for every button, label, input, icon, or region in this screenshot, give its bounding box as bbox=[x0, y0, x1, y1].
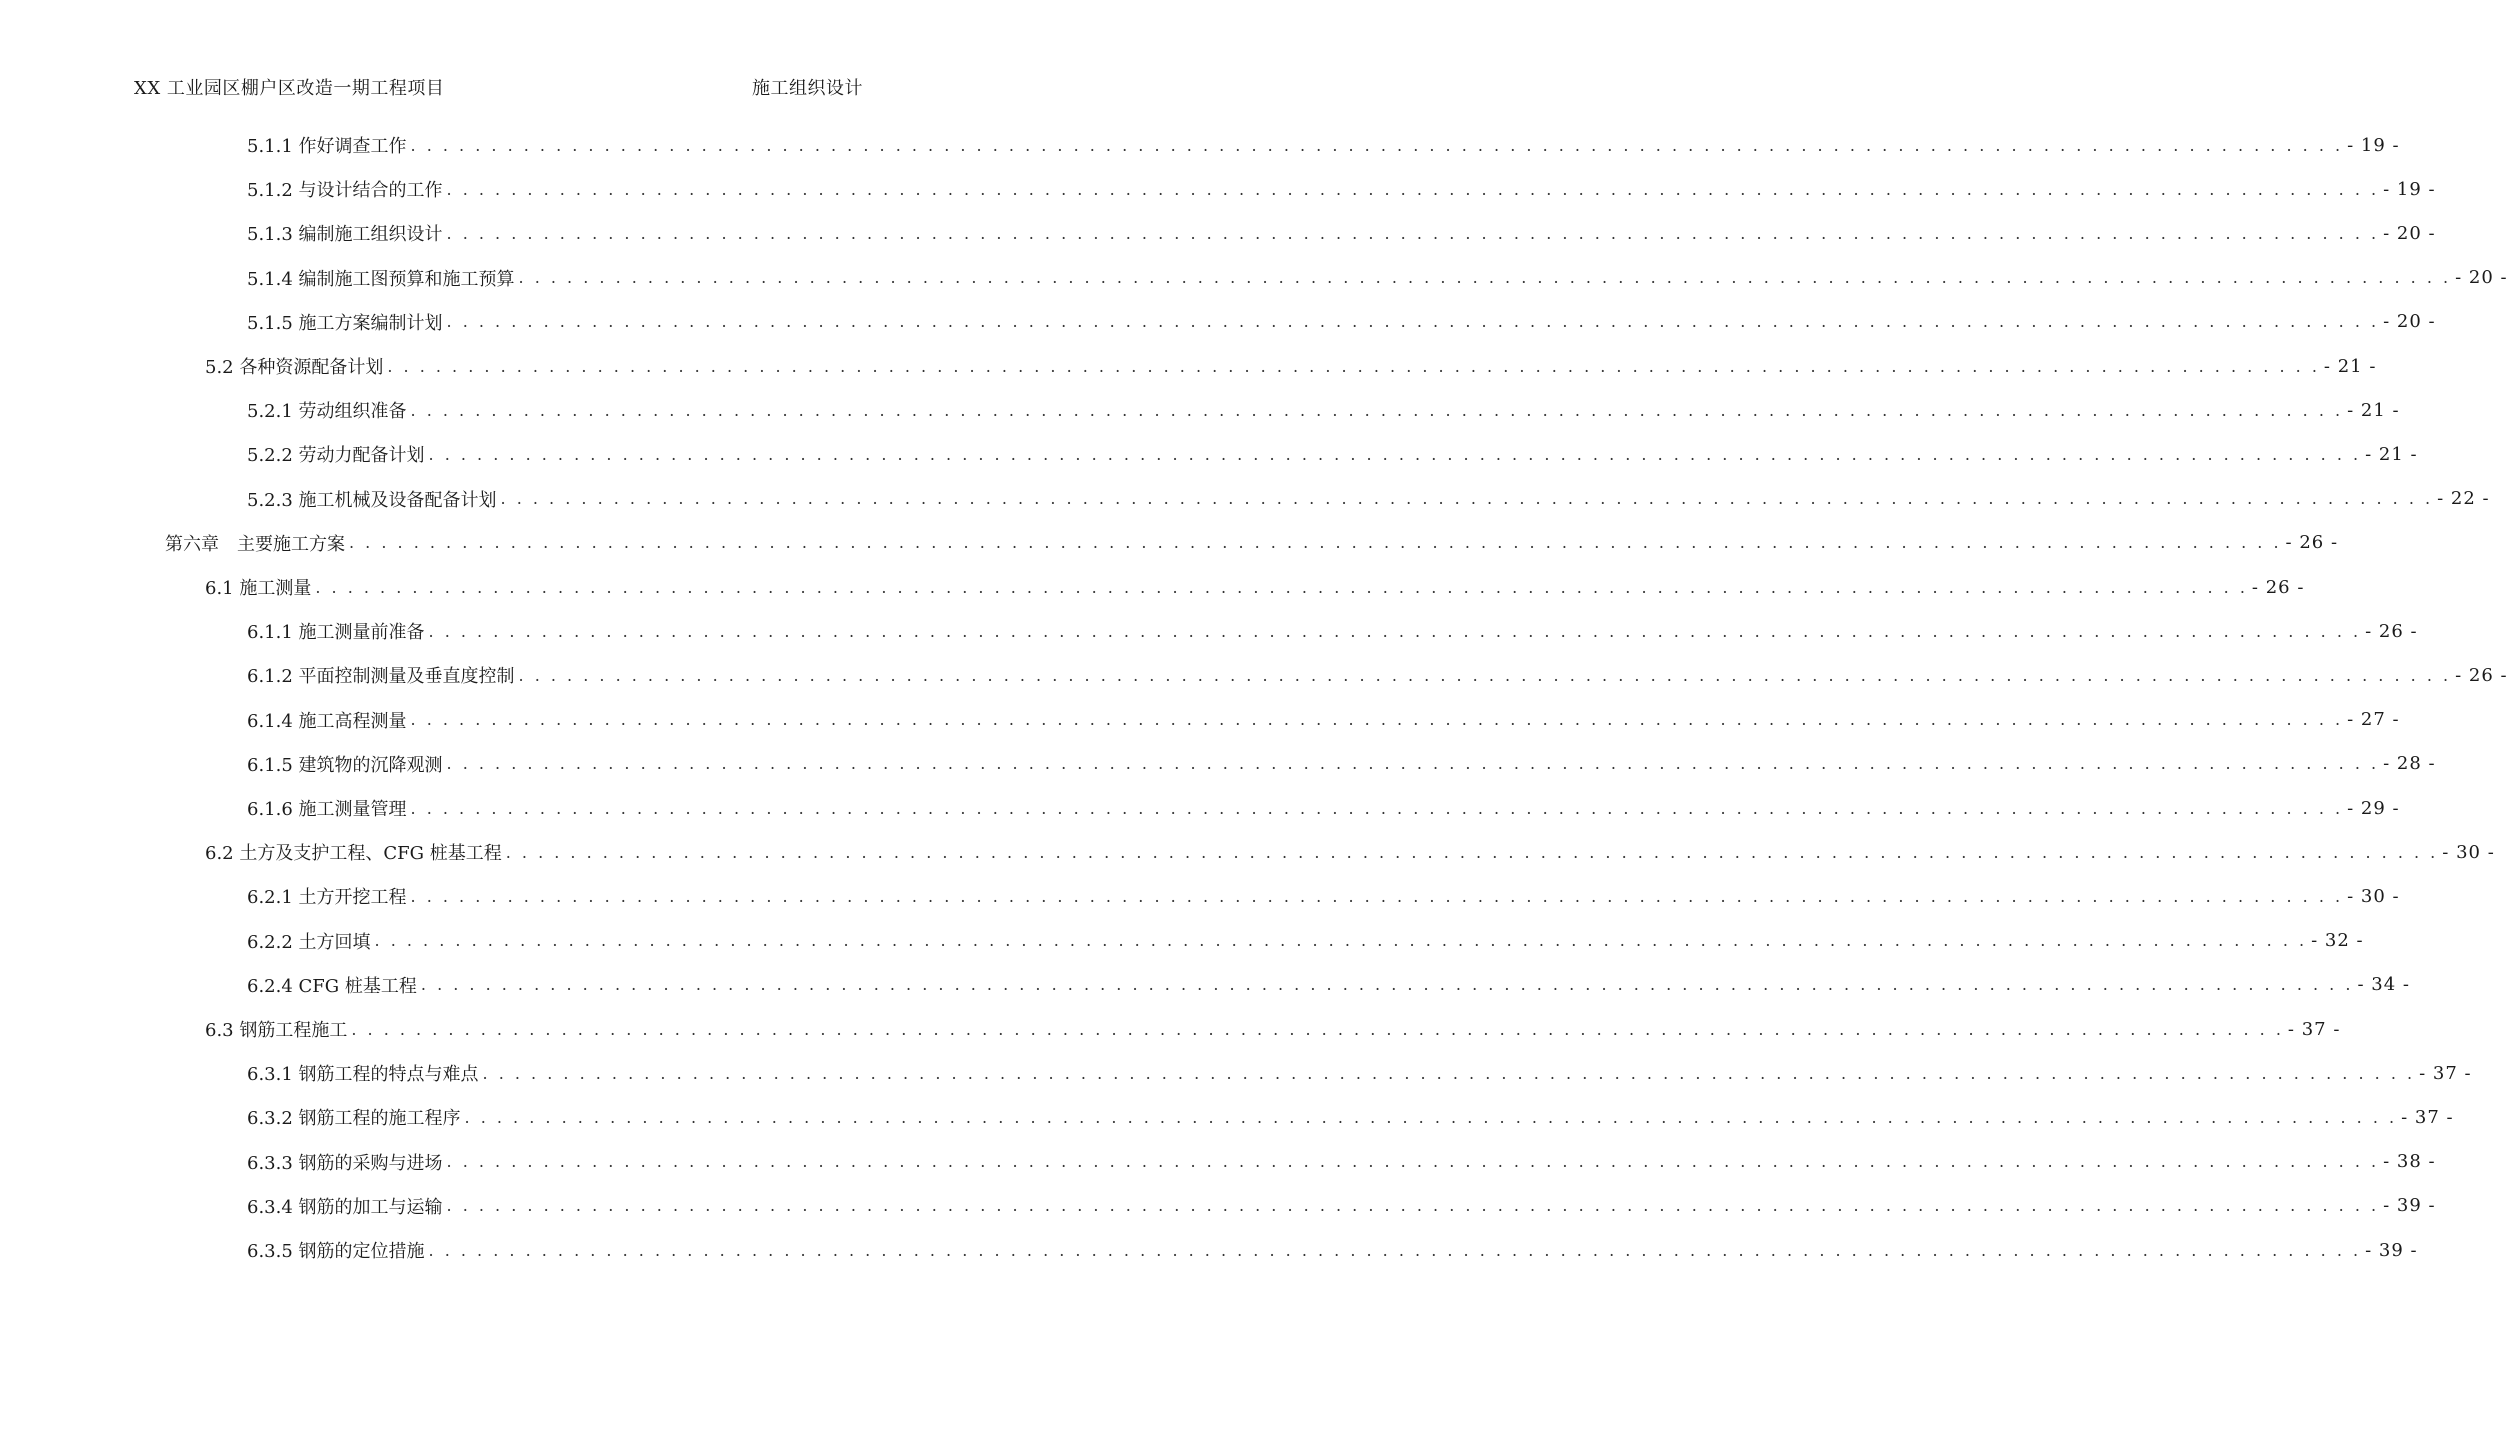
dot-leader: . . . . . . . . . . . . . . . . . . . . . . . . . . . . . . . . . . . . . . . . . . . . . . . . . . . . . . . . . . . . . . . . . . . . . . . . . . . . . . . . . . . . . . . . . . . . . . . . . . . . . . . . . . . . . . . . . . . . . . . . bbox=[446, 1152, 2380, 1172]
dot-leader: . . . . . . . . . . . . . . . . . . . . . . . . . . . . . . . . . . . . . . . . . . . . . . . . . . . . . . . . . . . . . . . . . . . . . . . . . . . . . . . . . . . . . . . . . . . . . . . . . . . . . . . . . . . . . . . . . . . . . . . . bbox=[482, 1063, 2416, 1083]
dot-leader: . . . . . . . . . . . . . . . . . . . . . . . . . . . . . . . . . . . . . . . . . . . . . . . . . . . . . . . . . . . . . . . . . . . . . . . . . . . . . . . . . . . . . . . . . . . . . . . . . . . . . . . . . . . . . . . . . . . . . . . . bbox=[410, 400, 2344, 420]
toc-entry-title: 第六章 主要施工方案 bbox=[165, 533, 345, 555]
toc-page-number: - 19 - bbox=[2383, 178, 2436, 200]
toc-entry[interactable] bbox=[0, 307, 2436, 337]
toc-entry-title: 5.1.4 编制施工图预算和施工预算 bbox=[247, 268, 515, 290]
toc-entry[interactable] bbox=[0, 439, 2418, 469]
toc-entry[interactable] bbox=[0, 1235, 2418, 1265]
toc-page-number: - 29 - bbox=[2347, 797, 2400, 819]
toc-entry-title: 6.3.2 钢筋工程的施工程序 bbox=[247, 1108, 461, 1130]
dot-leader: . . . . . . . . . . . . . . . . . . . . . . . . . . . . . . . . . . . . . . . . . . . . . . . . . . . . . . . . . . . . . . . . . . . . . . . . . . . . . . . . . . . . . . . . . . . . . . . . . . . . . . . . . . . . . . . . . . . . . . . . bbox=[420, 975, 2354, 995]
toc-entry-title: 6.1 施工测量 bbox=[205, 578, 312, 599]
toc-entry-title: 6.3.5 钢筋的定位措施 bbox=[247, 1241, 425, 1262]
toc-entry-title: 6.3.1 钢筋工程的特点与难点 bbox=[247, 1064, 479, 1086]
toc-page-number: - 30 - bbox=[2347, 885, 2400, 907]
toc-page-number: - 38 - bbox=[2383, 1151, 2436, 1173]
toc-page-number: - 39 - bbox=[2365, 1239, 2418, 1261]
toc-entry-title: 5.1.5 施工方案编制计划 bbox=[247, 312, 443, 334]
toc-entry[interactable] bbox=[0, 351, 2377, 381]
dot-leader: . . . . . . . . . . . . . . . . . . . . . . . . . . . . . . . . . . . . . . . . . . . . . . . . . . . . . . . . . . . . . . . . . . . . . . . . . . . . . . . . . . . . . . . . . . . . . . . . . . . . . . . . . . . . . . . . . . . . . . . . bbox=[410, 710, 2344, 730]
dot-leader: . . . . . . . . . . . . . . . . . . . . . . . . . . . . . . . . . . . . . . . . . . . . . . . . . . . . . . . . . . . . . . . . . . . . . . . . . . . . . . . . . . . . . . . . . . . . . . . . . . . . . . . . . . . . . . . . . . . . . . . . bbox=[428, 444, 2362, 464]
toc-entry[interactable] bbox=[0, 705, 2400, 735]
toc-page-number: - 21 - bbox=[2365, 443, 2418, 465]
dot-leader: . . . . . . . . . . . . . . . . . . . . . . . . . . . . . . . . . . . . . . . . . . . . . . . . . . . . . . . . . . . . . . . . . . . . . . . . . . . . . . . . . . . . . . . . . . . . . . . . . . . . . . . . . . . . . . . . . . . . . . . . bbox=[518, 268, 2452, 288]
toc-entry[interactable] bbox=[0, 130, 2400, 160]
dot-leader: . . . . . . . . . . . . . . . . . . . . . . . . . . . . . . . . . . . . . . . . . . . . . . . . . . . . . . . . . . . . . . . . . . . . . . . . . . . . . . . . . . . . . . . . . . . . . . . . . . . . . . . . . . . . . . . . . . . . . . . . bbox=[315, 577, 2248, 597]
toc-entry[interactable] bbox=[0, 1191, 2436, 1221]
toc-entry-title: 6.2 土方及支护工程、CFG 桩基工程 bbox=[205, 843, 502, 865]
toc-page-number: - 32 - bbox=[2311, 930, 2364, 952]
dot-leader: . . . . . . . . . . . . . . . . . . . . . . . . . . . . . . . . . . . . . . . . . . . . . . . . . . . . . . . . . . . . . . . . . . . . . . . . . . . . . . . . . . . . . . . . . . . . . . . . . . . . . . . . . . . . . . . . . . . . . . . . bbox=[505, 842, 2439, 862]
dot-leader: . . . . . . . . . . . . . . . . . . . . . . . . . . . . . . . . . . . . . . . . . . . . . . . . . . . . . . . . . . . . . . . . . . . . . . . . . . . . . . . . . . . . . . . . . . . . . . . . . . . . . . . . . . . . . . . . . . . . . . . . bbox=[428, 621, 2362, 641]
toc-entry-title: 6.1.2 平面控制测量及垂直度控制 bbox=[247, 666, 515, 688]
dot-leader: . . . . . . . . . . . . . . . . . . . . . . . . . . . . . . . . . . . . . . . . . . . . . . . . . . . . . . . . . . . . . . . . . . . . . . . . . . . . . . . . . . . . . . . . . . . . . . . . . . . . . . . . . . . . . . . . . . . . . . . . bbox=[410, 135, 2344, 155]
toc-entry-title: 6.1.5 建筑物的沉降观测 bbox=[247, 754, 443, 776]
toc-page-number: - 22 - bbox=[2437, 488, 2490, 510]
dot-leader: . . . . . . . . . . . . . . . . . . . . . . . . . . . . . . . . . . . . . . . . . . . . . . . . . . . . . . . . . . . . . . . . . . . . . . . . . . . . . . . . . . . . . . . . . . . . . . . . . . . . . . . . . . . . . . . . . . . . . . . . bbox=[500, 489, 2434, 509]
toc-entry-title: 5.2 各种资源配备计划 bbox=[205, 357, 384, 378]
toc-entry-title: 5.1.1 作好调查工作 bbox=[247, 136, 407, 157]
header-project-title: XX 工业园区棚户区改造一期工程项目 bbox=[134, 78, 445, 99]
toc-entry-title: 6.3.4 钢筋的加工与运输 bbox=[247, 1196, 443, 1218]
toc-entry[interactable] bbox=[0, 660, 2508, 690]
header-document-type: 施工组织设计 bbox=[752, 78, 863, 99]
dot-leader: . . . . . . . . . . . . . . . . . . . . . . . . . . . . . . . . . . . . . . . . . . . . . . . . . . . . . . . . . . . . . . . . . . . . . . . . . . . . . . . . . . . . . . . . . . . . . . . . . . . . . . . . . . . . . . . . . . . . . . . . bbox=[374, 931, 2308, 951]
toc-entry[interactable] bbox=[0, 1058, 2472, 1088]
toc-entry[interactable] bbox=[0, 572, 2305, 602]
toc-page-number: - 26 - bbox=[2365, 620, 2418, 642]
dot-leader: . . . . . . . . . . . . . . . . . . . . . . . . . . . . . . . . . . . . . . . . . . . . . . . . . . . . . . . . . . . . . . . . . . . . . . . . . . . . . . . . . . . . . . . . . . . . . . . . . . . . . . . . . . . . . . . . . . . . . . . . bbox=[446, 312, 2380, 332]
toc-entry[interactable] bbox=[0, 1014, 2341, 1044]
toc-page-number: - 20 - bbox=[2383, 222, 2436, 244]
toc-entry[interactable] bbox=[0, 484, 2490, 514]
toc-page-number: - 34 - bbox=[2357, 974, 2410, 996]
toc-entry-title: 6.2.1 土方开挖工程 bbox=[247, 887, 407, 909]
toc-page-number: - 30 - bbox=[2442, 841, 2495, 863]
toc-entry[interactable] bbox=[0, 218, 2436, 248]
dot-leader: . . . . . . . . . . . . . . . . . . . . . . . . . . . . . . . . . . . . . . . . . . . . . . . . . . . . . . . . . . . . . . . . . . . . . . . . . . . . . . . . . . . . . . . . . . . . . . . . . . . . . . . . . . . . . . . . . . . . . . . . bbox=[349, 533, 2282, 553]
toc-entry-title: 6.1.1 施工测量前准备 bbox=[247, 622, 425, 644]
dot-leader: . . . . . . . . . . . . . . . . . . . . . . . . . . . . . . . . . . . . . . . . . . . . . . . . . . . . . . . . . . . . . . . . . . . . . . . . . . . . . . . . . . . . . . . . . . . . . . . . . . . . . . . . . . . . . . . . . . . . . . . . bbox=[351, 1019, 2284, 1039]
toc-entry[interactable] bbox=[0, 174, 2436, 204]
toc-entry-title: 5.2.2 劳动力配备计划 bbox=[247, 445, 425, 467]
toc-entry[interactable] bbox=[0, 528, 2339, 558]
dot-leader: . . . . . . . . . . . . . . . . . . . . . . . . . . . . . . . . . . . . . . . . . . . . . . . . . . . . . . . . . . . . . . . . . . . . . . . . . . . . . . . . . . . . . . . . . . . . . . . . . . . . . . . . . . . . . . . . . . . . . . . . bbox=[410, 886, 2344, 906]
toc-page-number: - 39 - bbox=[2383, 1195, 2436, 1217]
dot-leader: . . . . . . . . . . . . . . . . . . . . . . . . . . . . . . . . . . . . . . . . . . . . . . . . . . . . . . . . . . . . . . . . . . . . . . . . . . . . . . . . . . . . . . . . . . . . . . . . . . . . . . . . . . . . . . . . . . . . . . . . bbox=[428, 1240, 2362, 1260]
toc-entry[interactable] bbox=[0, 970, 2410, 1000]
page-header bbox=[134, 72, 863, 102]
toc-page-number: - 20 - bbox=[2383, 311, 2436, 333]
toc-page-number: - 21 - bbox=[2347, 399, 2400, 421]
toc-entry[interactable] bbox=[0, 881, 2400, 911]
toc-entry[interactable] bbox=[0, 1147, 2436, 1177]
toc-entry[interactable] bbox=[0, 793, 2400, 823]
toc-entry[interactable] bbox=[0, 616, 2418, 646]
toc-page-number: - 26 - bbox=[2455, 664, 2508, 686]
dot-leader: . . . . . . . . . . . . . . . . . . . . . . . . . . . . . . . . . . . . . . . . . . . . . . . . . . . . . . . . . . . . . . . . . . . . . . . . . . . . . . . . . . . . . . . . . . . . . . . . . . . . . . . . . . . . . . . . . . . . . . . . bbox=[518, 665, 2452, 685]
dot-leader: . . . . . . . . . . . . . . . . . . . . . . . . . . . . . . . . . . . . . . . . . . . . . . . . . . . . . . . . . . . . . . . . . . . . . . . . . . . . . . . . . . . . . . . . . . . . . . . . . . . . . . . . . . . . . . . . . . . . . . . . bbox=[446, 223, 2380, 243]
toc-entry[interactable] bbox=[0, 1102, 2454, 1132]
toc-page-number: - 37 - bbox=[2401, 1106, 2454, 1128]
toc-entry-title: 6.3.3 钢筋的采购与进场 bbox=[247, 1152, 443, 1174]
toc-page-number: - 21 - bbox=[2323, 355, 2377, 377]
toc-entry-title: 5.1.3 编制施工组织设计 bbox=[247, 224, 443, 246]
dot-leader: . . . . . . . . . . . . . . . . . . . . . . . . . . . . . . . . . . . . . . . . . . . . . . . . . . . . . . . . . . . . . . . . . . . . . . . . . . . . . . . . . . . . . . . . . . . . . . . . . . . . . . . . . . . . . . . . . . . . . . . . bbox=[446, 754, 2380, 774]
toc-entry[interactable] bbox=[0, 837, 2495, 867]
toc-page-number: - 19 - bbox=[2347, 134, 2400, 156]
toc-entry[interactable] bbox=[0, 263, 2508, 293]
toc-entry-title: 5.2.3 施工机械及设备配备计划 bbox=[247, 489, 497, 511]
toc-page-number: - 20 - bbox=[2455, 267, 2508, 289]
toc-entry-title: 6.1.6 施工测量管理 bbox=[247, 799, 407, 820]
toc-entry-title: 6.2.2 土方回填 bbox=[247, 931, 371, 953]
dot-leader: . . . . . . . . . . . . . . . . . . . . . . . . . . . . . . . . . . . . . . . . . . . . . . . . . . . . . . . . . . . . . . . . . . . . . . . . . . . . . . . . . . . . . . . . . . . . . . . . . . . . . . . . . . . . . . . . . . . . . . . . bbox=[446, 179, 2380, 199]
toc-entry[interactable] bbox=[0, 395, 2400, 425]
toc-entry[interactable] bbox=[0, 749, 2436, 779]
toc-entry-title: 5.2.1 劳动组织准备 bbox=[247, 401, 407, 423]
dot-leader: . . . . . . . . . . . . . . . . . . . . . . . . . . . . . . . . . . . . . . . . . . . . . . . . . . . . . . . . . . . . . . . . . . . . . . . . . . . . . . . . . . . . . . . . . . . . . . . . . . . . . . . . . . . . . . . . . . . . . . . . bbox=[446, 1196, 2380, 1216]
toc-page-number: - 37 - bbox=[2419, 1062, 2472, 1084]
toc-entry-title: 6.2.4 CFG 桩基工程 bbox=[247, 975, 417, 997]
dot-leader: . . . . . . . . . . . . . . . . . . . . . . . . . . . . . . . . . . . . . . . . . . . . . . . . . . . . . . . . . . . . . . . . . . . . . . . . . . . . . . . . . . . . . . . . . . . . . . . . . . . . . . . . . . . . . . . . . . . . . . . . bbox=[464, 1107, 2398, 1127]
toc-page-number: - 37 - bbox=[2287, 1018, 2341, 1040]
toc-entry-title: 5.1.2 与设计结合的工作 bbox=[247, 180, 443, 202]
toc-page-number: - 26 - bbox=[2251, 576, 2305, 598]
dot-leader: . . . . . . . . . . . . . . . . . . . . . . . . . . . . . . . . . . . . . . . . . . . . . . . . . . . . . . . . . . . . . . . . . . . . . . . . . . . . . . . . . . . . . . . . . . . . . . . . . . . . . . . . . . . . . . . . . . . . . . . . bbox=[410, 798, 2344, 818]
toc-page-number: - 26 - bbox=[2285, 532, 2339, 554]
toc-entry-title: 6.3 钢筋工程施工 bbox=[205, 1020, 348, 1041]
toc-page-number: - 27 - bbox=[2347, 709, 2400, 731]
toc-entry[interactable] bbox=[0, 926, 2364, 956]
dot-leader: . . . . . . . . . . . . . . . . . . . . . . . . . . . . . . . . . . . . . . . . . . . . . . . . . . . . . . . . . . . . . . . . . . . . . . . . . . . . . . . . . . . . . . . . . . . . . . . . . . . . . . . . . . . . . . . . . . . . . . . . bbox=[387, 356, 2320, 376]
toc-page-number: - 28 - bbox=[2383, 753, 2436, 775]
toc-entry-title: 6.1.4 施工高程测量 bbox=[247, 710, 407, 732]
